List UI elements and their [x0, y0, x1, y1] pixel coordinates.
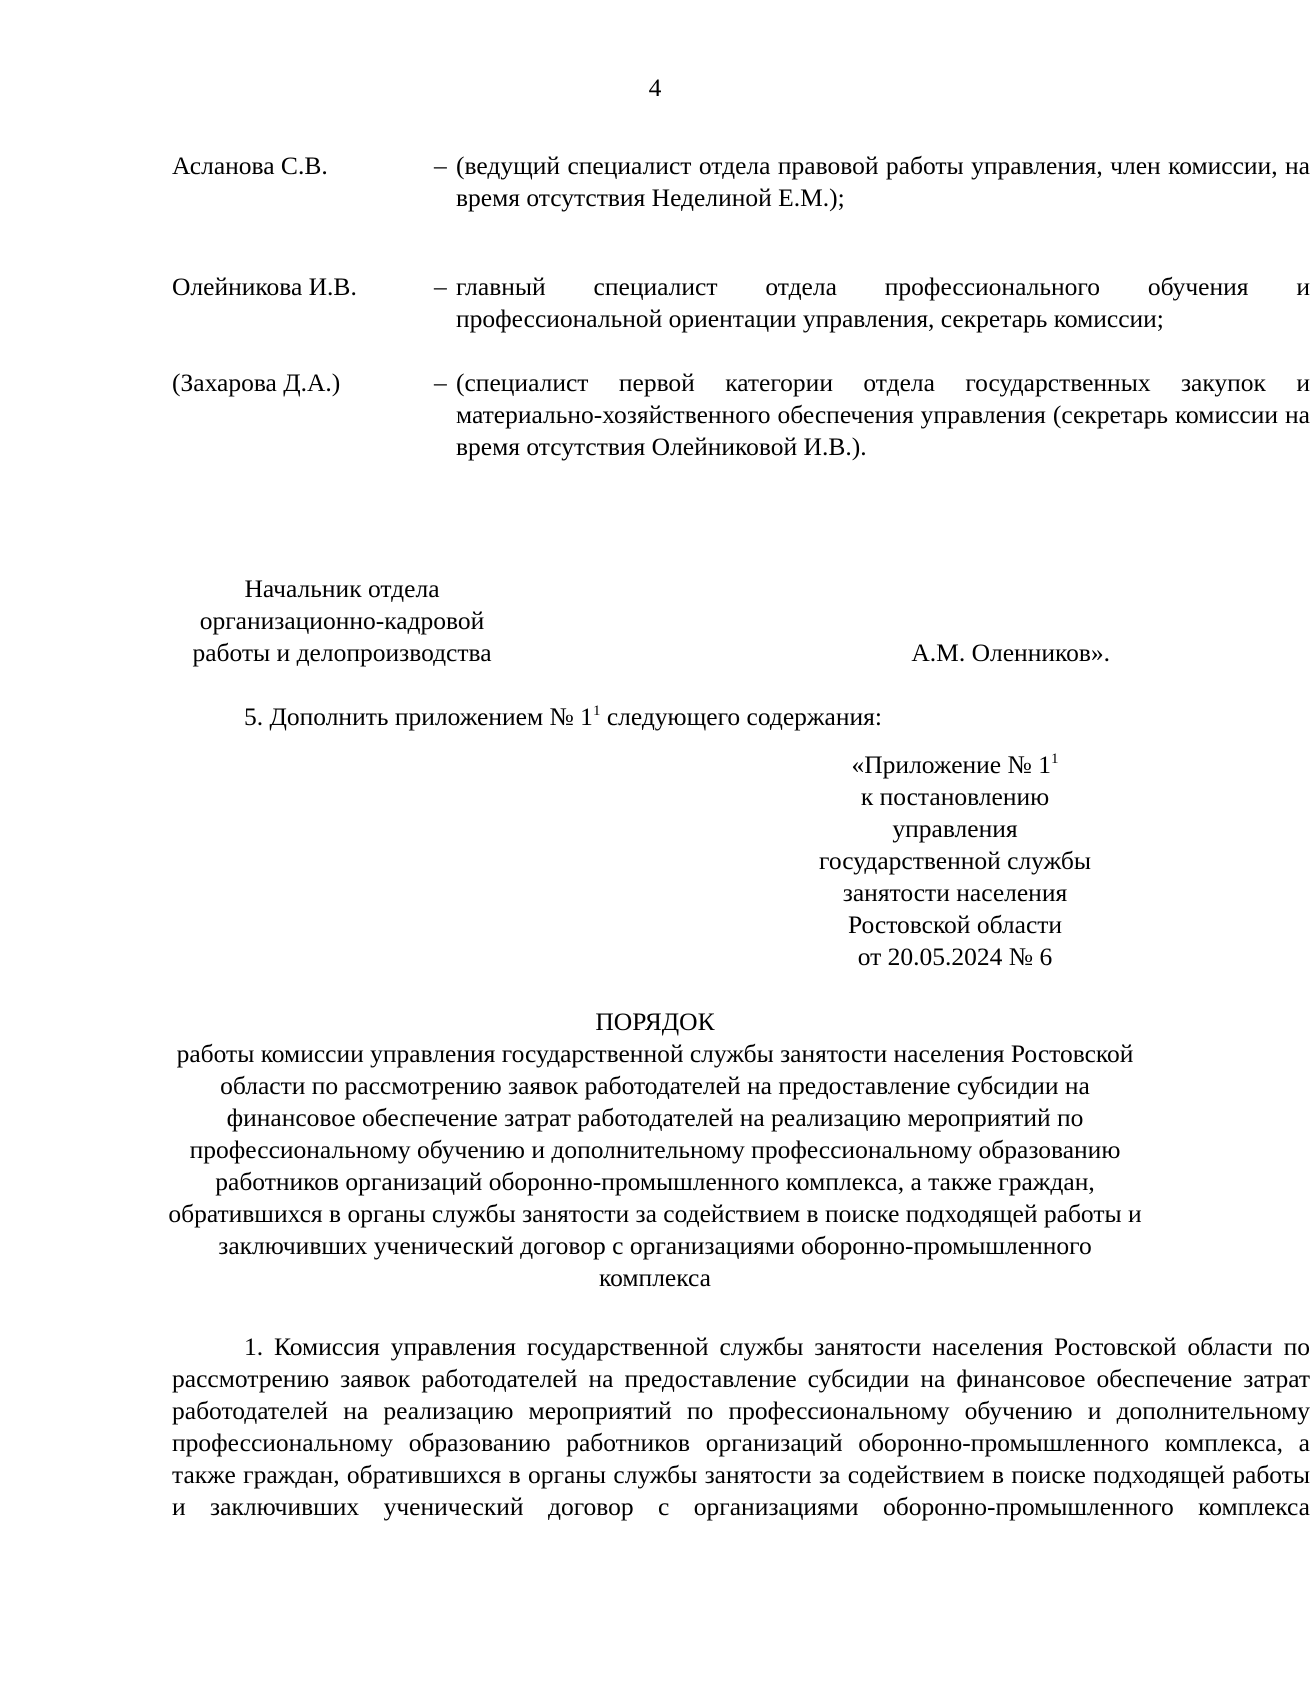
member-description: (специалист первой категории отдела государственных закупок и материально-хозяйственного обеспечения управления (секретарь комиссии на время отсутствия Олейниковой И.В.).	[456, 368, 1310, 461]
member-description: главный специалист отдела профессионального обучения и профессиональной ориентации управления, секретарь комиссии;	[456, 272, 1310, 333]
appendix-line: занятости населения	[842, 878, 1068, 907]
member-name: (Захарова Д.А.)	[172, 368, 341, 397]
member-description: (ведущий специалист отдела правовой работы управления, член комиссии, на время отсутствия Неделиной Е.М.);	[456, 151, 1310, 212]
member-dash: –	[434, 272, 447, 301]
appendix-line: управления	[892, 814, 1018, 843]
appendix-line: к постановлению	[860, 782, 1050, 811]
signature-title-line: работы и делопроизводства	[192, 638, 492, 667]
order-title: ПОРЯДОК	[595, 1007, 715, 1036]
appendix-first-line: «Приложение № 1	[851, 750, 1051, 779]
appendix-superscript: 1	[1050, 751, 1059, 767]
signature-title-line: Начальник отдела	[244, 574, 440, 603]
signature-title	[172, 573, 512, 669]
appendix-heading	[790, 749, 1120, 973]
item-5	[244, 701, 882, 733]
signature-name: А.М. Оленников».	[911, 638, 1110, 667]
appendix-line: от 20.05.2024 № 6	[857, 942, 1053, 971]
item-5-text-after: следующего содержания:	[600, 702, 882, 731]
item-5-text: 5. Дополнить приложением № 1	[244, 702, 593, 731]
appendix-line	[790, 749, 1120, 781]
paragraph-1: 1. Комиссия управления государственной службы занятости населения Ростовской области по рассмотрению заявок работодателей на предоставление субсидии на финансовое обеспечение затрат работодателей на реализацию мероприятий по профессиональному обучению и дополнительному профессиональному образованию работников организаций оборонно-промышленного комплекса, а также граждан, обратившихся в органы службы занятости за содействием в поиске подходящей работы и заключивших ученический договор с организациями оборонно-промышленного комплекса	[172, 1332, 1310, 1521]
member-dash: –	[434, 151, 447, 180]
member-dash: –	[434, 368, 447, 397]
member-name: Олейникова И.В.	[172, 272, 357, 301]
signature-title-line: организационно-кадровой	[199, 606, 485, 635]
appendix-line: Ростовской области	[847, 910, 1063, 939]
order-subtitle: работы комиссии управления государственной службы занятости населения Ростовской области по рассмотрению заявок работодателей на предоставление субсидии на финансовое обеспечение затрат работодателей на реализацию мероприятий по профессиональному обучению и дополнительному профессиональному образованию работников организаций оборонно-промышленного комплекса, а также граждан, обратившихся в органы службы занятости за содействием в поиске подходящей работы и заключивших ученический договор с организациями оборонно-промышленного комплекса	[168, 1039, 1142, 1292]
member-name: Асланова С.В.	[172, 151, 328, 180]
appendix-line: государственной службы	[819, 846, 1091, 875]
item-5-superscript: 1	[592, 703, 601, 719]
page-number: 4	[648, 73, 662, 102]
